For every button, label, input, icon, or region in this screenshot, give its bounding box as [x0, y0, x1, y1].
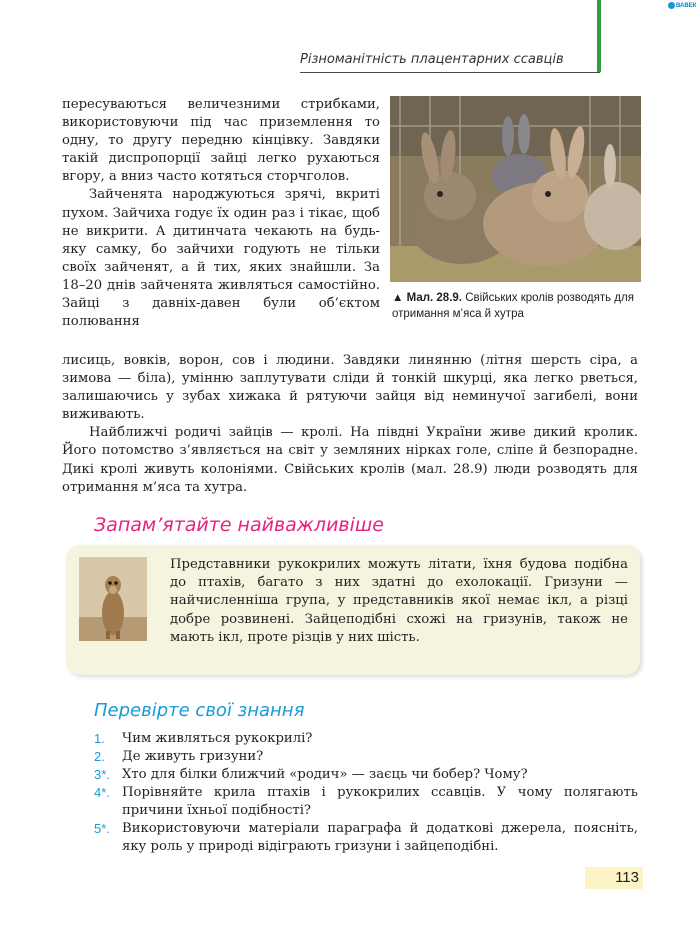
- paragraph-2: Зайченята народжуються зрячі, вкриті пухом. Зайчиха годує їх один раз і тікає, щоб не викрити. А дитинчата чекають на будь-яку самку, бо зайчихи годують не тільки своїх зайченят, а й тих, яких знайшли. За 18–20 днів зайченята живляться самостійно. Зайці з давніх-давен були об’єктом полювання: [62, 187, 380, 330]
- running-title: Різноманітність плацентарних ссавців: [300, 52, 564, 67]
- text-full-width: [62, 352, 638, 497]
- figure-caption: [392, 290, 642, 322]
- meerkat-illustration: [79, 557, 147, 641]
- figure-caption-text: Свійських кролів розводять для отримання м’яса й хутра: [392, 292, 634, 320]
- summary-text: Представники рукокрилих можуть літати, їхня будова подібна до птахів, багато з них здатні до ехолокації. Гризуни — найчисленніша група, у представників якої немає ікл, а різці добре розвинені. Зайцеподібні схожі на гризунів, також не мають ікл, проте різців у них шість.: [170, 557, 628, 645]
- question-1-number: [94, 730, 118, 749]
- question-1: Чим живляться рукокрилі?: [122, 731, 313, 746]
- rabbits-photo: [390, 96, 641, 282]
- question-number: 1.: [94, 731, 105, 746]
- question-4: Порівняйте крила птахів і рукокрилих ссавців. У чому полягають причини їхньої подібності?: [122, 785, 638, 819]
- question-number: 3*.: [94, 767, 110, 782]
- header-rule: [300, 72, 600, 73]
- check-heading: Перевірте свої знання: [94, 700, 305, 721]
- question-2: Де живуть гризуни?: [122, 749, 264, 764]
- green-divider: [597, 0, 601, 72]
- question-number: 2.: [94, 749, 105, 764]
- figure-label: Мал. 28.9.: [406, 292, 462, 304]
- paragraph-3: Найближчі родичі зайців — кролі. На півдні України живе дикий кролик. Його потомство з’являється на світ у земляних нірках голе, сліпе й безпорадне. Дикі кролі живуть колоніями. Свійських кролів (мал. 28.9) люди розводять для отримання м’яса та хутра.: [62, 425, 638, 495]
- paragraph-1: пересуваються величезними стрибками, використовуючи під час приземлення то одну, то другу передню кінцівку. Завдяки такій диспропорції зайці легко рухаються вгору, а вниз часто котяться сторчголов.: [62, 97, 380, 185]
- page-number: [585, 867, 643, 889]
- paragraph-2-continued: лисиць, вовків, ворон, сов і людини. Завдяки линянню (літня шерсть сіра, а зимова — біла), умінню заплутувати сліди й тонкій шкурці, яка легко рветься, залишаючись у зубах хижака й рятуючи зайця від неминучої загибелі, вони виживають.: [62, 353, 638, 423]
- question-4-number: [94, 784, 118, 803]
- publisher-logo: [668, 2, 696, 9]
- meerkat-image: [79, 557, 147, 641]
- page-number-text: 113: [615, 869, 639, 886]
- remember-heading: Запам’ятайте найважливіше: [94, 514, 384, 536]
- rabbits-illustration: [390, 96, 641, 282]
- question-2-number: [94, 748, 118, 767]
- logo-text: ВАВЕК: [676, 3, 697, 10]
- question-5: Використовуючи матеріали параграфа й додаткові джерела, поясніть, яку роль у природі відіграють гризуни і зайцеподібні.: [122, 821, 638, 855]
- text-column: [62, 96, 380, 331]
- triangle-marker-icon: ▲: [392, 292, 404, 304]
- question-3: Хто для білки ближчий «родич» — заєць чи бобер? Чому?: [122, 767, 528, 782]
- logo-icon: [668, 2, 675, 9]
- question-number: 4*.: [94, 785, 110, 800]
- question-5-number: [94, 820, 118, 839]
- question-3-number: [94, 766, 118, 785]
- question-number: 5*.: [94, 821, 110, 836]
